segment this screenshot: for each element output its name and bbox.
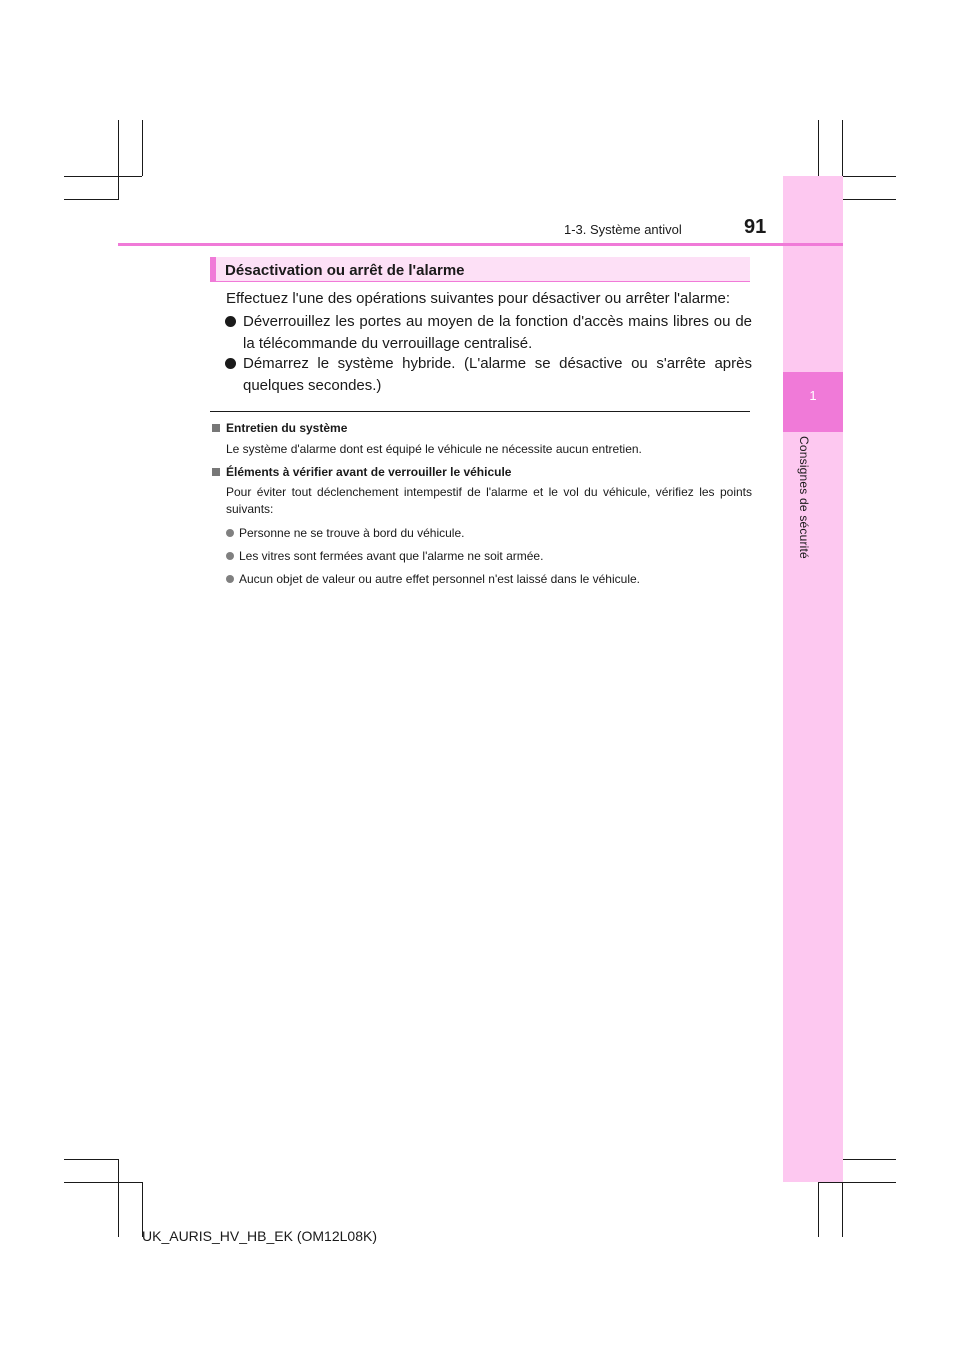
divider bbox=[210, 411, 750, 412]
bullet-icon bbox=[225, 358, 236, 369]
header-rule bbox=[118, 243, 843, 246]
crop-mark bbox=[818, 1182, 896, 1183]
bullet-icon bbox=[226, 529, 234, 537]
crop-mark bbox=[142, 120, 143, 176]
square-bullet-icon bbox=[212, 468, 220, 476]
square-bullet-icon bbox=[212, 424, 220, 432]
crop-mark bbox=[842, 120, 843, 176]
crop-mark bbox=[64, 176, 142, 177]
note-heading-text: Entretien du système bbox=[226, 421, 348, 435]
check-item bbox=[226, 549, 543, 563]
chapter-title: Consignes de sécurité bbox=[797, 436, 811, 559]
footer-code: UK_AURIS_HV_HB_EK (OM12L08K) bbox=[142, 1228, 377, 1244]
crop-mark bbox=[64, 1182, 142, 1183]
note-heading bbox=[212, 421, 347, 435]
check-item bbox=[226, 526, 464, 540]
list-item bbox=[226, 353, 752, 397]
crop-mark bbox=[118, 120, 119, 200]
note-heading bbox=[212, 465, 511, 479]
check-item-text: Les vitres sont fermées avant que l'alarme ne soit armée. bbox=[239, 549, 544, 563]
section-title: 1-3. Système antivol bbox=[564, 222, 682, 237]
check-item-text: Personne ne se trouve à bord du véhicule. bbox=[239, 526, 465, 540]
bullet-icon bbox=[226, 575, 234, 583]
bullet-icon bbox=[226, 552, 234, 560]
check-item bbox=[226, 572, 640, 586]
note-text: Le système d'alarme dont est équipé le véhicule ne nécessite aucun entretien. bbox=[226, 442, 642, 456]
chapter-number: 1 bbox=[809, 388, 817, 403]
check-item-text: Aucun objet de valeur ou autre effet personnel n'est laissé dans le véhicule. bbox=[239, 572, 640, 586]
section-box-title: Désactivation ou arrêt de l'alarme bbox=[225, 262, 465, 279]
list-item-text: Démarrez le système hybride. (L'alarme se désactive ou s'arrête après quelques secondes.) bbox=[243, 355, 752, 394]
list-item-text: Déverrouillez les portes au moyen de la fonction d'accès mains libres ou de la télécommande du verrouillage centralisé. bbox=[243, 313, 752, 352]
bullet-icon bbox=[225, 316, 236, 327]
crop-mark bbox=[818, 1182, 819, 1237]
note-heading-text: Éléments à vérifier avant de verrouiller le véhicule bbox=[226, 465, 512, 479]
crop-mark bbox=[64, 199, 119, 200]
crop-mark bbox=[842, 176, 896, 177]
crop-mark bbox=[118, 1159, 119, 1237]
list-item bbox=[226, 311, 752, 355]
intro-text: Effectuez l'une des opérations suivantes pour désactiver ou arrêter l'alarme: bbox=[226, 290, 731, 307]
chapter-side-tab bbox=[783, 176, 843, 1182]
page-number: 91 bbox=[744, 216, 767, 238]
crop-mark bbox=[64, 1159, 119, 1160]
crop-mark bbox=[842, 1159, 896, 1160]
note-text: Pour éviter tout déclenchement intempestif de l'alarme et le vol du véhicule, vérifiez les points suivants: bbox=[226, 485, 752, 516]
